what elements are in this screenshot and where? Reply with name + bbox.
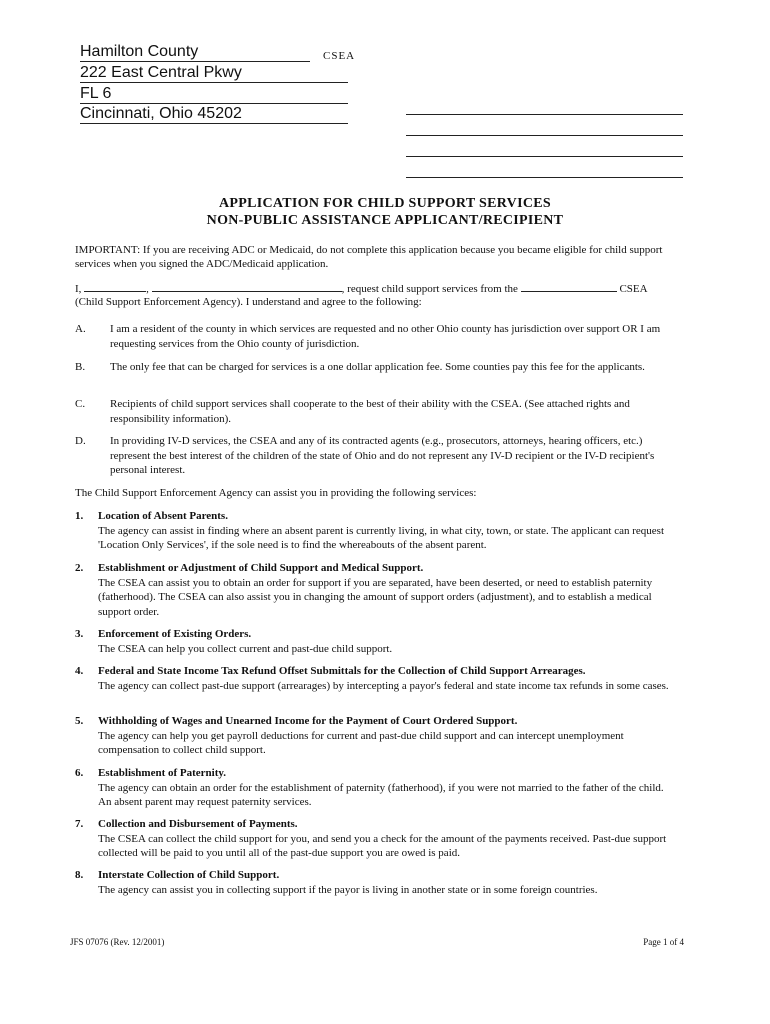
- services-intro: The Child Support Enforcement Agency can assist you in providing the following services:: [75, 487, 477, 499]
- request-line: [75, 281, 685, 296]
- agreement-label: D.: [75, 435, 86, 447]
- address-line-3: FL 6: [80, 84, 348, 104]
- service-number: 2.: [75, 562, 84, 574]
- page-number: Page 1 of 4: [643, 937, 684, 947]
- address-line-2: 222 East Central Pkwy: [80, 63, 348, 83]
- service-number: 6.: [75, 767, 84, 779]
- form-id: JFS 07076 (Rev. 12/2001): [70, 937, 165, 947]
- service-item: [98, 627, 678, 656]
- service-item: [98, 868, 678, 897]
- address-line-4: Cincinnati, Ohio 45202: [80, 104, 348, 124]
- request-part2: ,: [146, 283, 149, 295]
- important-notice: IMPORTANT: If you are receiving ADC or Medicaid, do not complete this application because you became eligible for child support services when you signed the ADC/Medicaid application.: [75, 244, 663, 270]
- service-heading: Enforcement of Existing Orders.: [98, 628, 252, 640]
- service-number: 1.: [75, 510, 84, 522]
- form-subtitle: NON-PUBLIC ASSISTANCE APPLICANT/RECIPIENT: [206, 213, 564, 228]
- service-heading: Withholding of Wages and Unearned Income for the Payment of Court Ordered Support.: [98, 715, 518, 727]
- service-text: The CSEA can assist you to obtain an order for support if you are separated, have been deserted, or need to establish paternity (fatherhood). The CSEA can also assist you in changing the amount of support orders (adjustment), and to establish a medical support order.: [98, 576, 653, 618]
- blank-line-2: [406, 135, 683, 136]
- agreement-label: B.: [75, 361, 86, 373]
- blank-line-3: [406, 156, 683, 157]
- service-heading: Establishment or Adjustment of Child Support and Medical Support.: [98, 562, 424, 574]
- blank-line-1: [406, 114, 683, 115]
- service-text: The agency can obtain an order for the establishment of paternity (fatherhood), if you were not married to the father of the child. An absent parent may request paternity services.: [98, 781, 664, 808]
- service-number: 3.: [75, 628, 84, 640]
- request-part1: I,: [75, 283, 82, 295]
- county-field[interactable]: [521, 281, 617, 292]
- service-text: The agency can assist in finding where an absent parent is currently living, in what city, town, or state. The applicant can request 'Location Only Services', if the sole need is to find the whereabouts of the absent parent.: [98, 524, 665, 551]
- blank-line-4: [406, 177, 683, 178]
- address-line-1: Hamilton County: [80, 42, 310, 62]
- service-text: The CSEA can collect the child support for you, and send you a check for the amount of the payments received. Past-due support collected will be paid to you until all of the past-due support you are owed is paid.: [98, 832, 667, 859]
- agreement-label: C.: [75, 398, 86, 410]
- service-text: The agency can assist you in collecting support if the payor is living in another state or in some foreign countries.: [98, 883, 598, 896]
- service-item: [98, 509, 678, 553]
- service-text: The CSEA can help you collect current and past-due child support.: [98, 642, 393, 655]
- agreement-text: I am a resident of the county in which services are requested and no other Ohio county has jurisdiction over support OR I am requesting services from the Ohio county of jurisdiction.: [110, 323, 661, 350]
- service-text: The agency can help you get payroll deductions for current and past-due child support and can intercept unemployment compensation to collect child support.: [98, 729, 624, 756]
- agreement-text: Recipients of child support services shall cooperate to the best of their ability with the CSEA. (See attached rights and responsibility information).: [110, 398, 630, 425]
- agreement-text: In providing IV-D services, the CSEA and any of its contracted agents (e.g., prosecutors, attorneys, hearing officers, etc.) represent the best interest of the children of the state of Ohio and do not represent any IV-D recipient or the IV-D recipient's personal interest.: [110, 435, 655, 476]
- service-number: 4.: [75, 665, 84, 677]
- service-item: [98, 817, 678, 861]
- service-heading: Establishment of Paternity.: [98, 767, 227, 779]
- service-number: 8.: [75, 869, 84, 881]
- form-title: APPLICATION FOR CHILD SUPPORT SERVICES: [219, 196, 551, 211]
- service-number: 7.: [75, 818, 84, 830]
- service-heading: Interstate Collection of Child Support.: [98, 869, 280, 881]
- csea-tag: CSEA: [323, 50, 356, 62]
- agreement-text: The only fee that can be charged for services is a one dollar application fee. Some counties pay this fee for the applicants.: [110, 361, 645, 373]
- agreement-label: A.: [75, 323, 86, 335]
- service-number: 5.: [75, 715, 84, 727]
- request-part3: , request child support services from the: [341, 283, 518, 295]
- service-heading: Federal and State Income Tax Refund Offset Submittals for the Collection of Child Support Arrearages.: [98, 665, 586, 677]
- first-name-field[interactable]: [84, 281, 146, 292]
- service-heading: Collection and Disbursement of Payments.: [98, 818, 298, 830]
- service-item: [98, 664, 678, 693]
- service-item: [98, 766, 678, 810]
- service-text: The agency can collect past-due support (arrearages) by intercepting a payor's federal and state income tax refunds in some cases.: [98, 679, 669, 692]
- last-name-field[interactable]: [152, 281, 342, 292]
- service-item: [98, 714, 678, 758]
- request-part4: CSEA: [619, 283, 648, 295]
- request-line-2: (Child Support Enforcement Agency). I understand and agree to the following:: [75, 296, 422, 308]
- service-item: [98, 561, 678, 619]
- service-heading: Location of Absent Parents.: [98, 510, 228, 522]
